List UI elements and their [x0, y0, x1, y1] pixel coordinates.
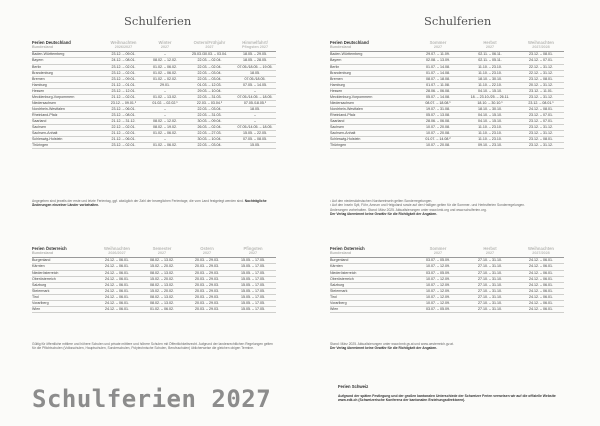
date-cell: 01.02. – 06.02. — [140, 306, 184, 312]
date-cell: 27.10. – 31.10. — [462, 306, 518, 312]
date-cell: 19.07. – 31.08. — [414, 106, 462, 112]
date-cell: 08.02. – 13.02. — [140, 270, 184, 276]
note-line: Stand: März 2025. Aktualisierungen unter www.bmb.gv.at und www.oesterreich.gv.at. — [330, 342, 454, 346]
date-cell: 15.05. – 17.05. — [230, 276, 276, 282]
date-cell: 30.03. – 09.04. — [185, 118, 234, 124]
note-line-bold: Der Verlag übernimmt keine Gewähr für die Richtigkeit der Angaben. — [330, 211, 438, 216]
date-cell: 21.12. – 01.01. — [102, 82, 145, 88]
column-header: Weihnachten — [110, 40, 137, 45]
date-cell: 15.05. – 17.05. — [230, 306, 276, 312]
date-cell: 27.10. – 31.10. — [462, 282, 518, 288]
date-cell: 23.12. – 08.01. — [518, 137, 564, 143]
date-cell: 27.10. – 31.10. — [462, 288, 518, 294]
region-name: Brandenburg — [330, 70, 414, 76]
date-cell: 23.12. – 09.01. — [102, 76, 145, 82]
date-cell: 08.02. – 19.02. — [145, 124, 185, 130]
date-cell: 24.12. – 06.01. — [94, 276, 140, 282]
date-cell: 11.10. – 22.10. — [462, 82, 518, 88]
date-cell: 07.05. – 08.05. — [234, 137, 276, 143]
date-cell: – — [145, 112, 185, 118]
note-text: Angegeben sind jeweils der erste und letzte Ferientag, ggf. abzüglich der Zahl der beweglichen Ferientage, die vom Land festgelegt werden sind. — [32, 199, 245, 203]
date-cell: 11.10. – 23.10. — [462, 137, 518, 143]
column-subheader: 2027 — [145, 45, 185, 52]
region-name: Oberösterreich — [330, 276, 414, 282]
column-subheader: 2026/2027 — [102, 45, 145, 52]
table-oesterreich-winter — [32, 246, 276, 313]
date-cell: 18.10. – 30.10. — [462, 106, 518, 112]
column-subheader: 2027 — [462, 45, 518, 52]
region-name: Sachsen — [32, 124, 102, 130]
date-cell: 22.03. – 03.04. — [185, 143, 234, 149]
date-cell: 20.12. – 31.12. — [518, 82, 564, 88]
region-name: Baden-Württemberg — [330, 52, 414, 58]
region-name: Niederösterreich — [32, 270, 94, 276]
region-name: Saarland — [32, 118, 102, 124]
date-cell: 22.03. – 03.04. — [185, 106, 234, 112]
date-cell: – — [234, 88, 276, 94]
date-cell: 18.10. – 30.10.¹ — [462, 100, 518, 106]
column-header: Pfingsten — [243, 246, 263, 251]
date-cell: – — [145, 106, 185, 112]
table-title: Ferien Deutschland — [330, 40, 369, 45]
region-name: Salzburg — [330, 282, 414, 288]
date-cell: – — [234, 118, 276, 124]
region-name: Wien — [32, 306, 94, 312]
date-cell: – — [234, 112, 276, 118]
date-cell: 22.12. – 02.01. — [102, 124, 145, 130]
date-cell: 01.02. – 06.02. — [145, 131, 185, 137]
date-cell: 23.12. – 09.01. — [102, 52, 145, 58]
column-header: Weihnachten — [528, 40, 554, 45]
left-page-heading: Schulferien — [124, 14, 192, 28]
date-cell: 15.05. — [234, 143, 276, 149]
date-cell: 15.05. – 17.05. — [230, 288, 276, 294]
column-subheader: 2027/2028 — [518, 251, 564, 258]
region-name: Bremen — [32, 76, 102, 82]
column-subheader: 2027 — [414, 45, 462, 52]
column-header: Ostern/Frühjahr — [193, 40, 226, 45]
date-cell: 25.03./30.03. – 03.04. — [185, 52, 234, 58]
date-cell: 18.05. — [234, 70, 276, 76]
date-cell: 24.12. – 06.01. — [94, 282, 140, 288]
date-cell: 03.07. – 05.09. — [414, 306, 462, 312]
date-cell: 23.12. – 07.01. — [518, 118, 564, 124]
date-cell: 15.05. – 17.05. — [230, 294, 276, 300]
date-cell: 07.05. – 14.05. — [234, 82, 276, 88]
date-cell: 23.12. – 09.01.¹ — [102, 100, 145, 106]
date-cell: 22.03. – 03.04. — [185, 76, 234, 82]
date-cell: 07.05./14.05. – 18.05. — [234, 124, 276, 130]
date-cell: 24.12. – 06.01. — [94, 264, 140, 270]
date-cell: 30.03. – 10.04. — [185, 137, 234, 143]
table-row — [32, 94, 276, 100]
date-cell: 28.06. – 06.08. — [414, 88, 462, 94]
region-name: Bayern — [32, 58, 102, 64]
table-title: Ferien Deutschland — [32, 40, 71, 45]
date-cell: 24.12. – 06.01. — [94, 294, 140, 300]
date-cell: 18.05. – 28.05. — [234, 58, 276, 64]
date-cell: 27.10. – 31.10. — [462, 264, 518, 270]
date-cell: 01.07. – 11.08. — [414, 82, 462, 88]
region-name: Berlin — [330, 64, 414, 70]
column-header: Sommer — [429, 40, 447, 45]
date-cell: 23.12. – 08.01. — [102, 112, 145, 118]
table-row — [32, 143, 276, 149]
date-cell: 02.08. – 13.09. — [414, 58, 462, 64]
table-row — [330, 143, 564, 149]
date-cell: 04.10. – 15.10. — [462, 112, 518, 118]
date-cell: 20.03. – 29.03. — [184, 270, 230, 276]
region-name: Vorarlberg — [32, 300, 94, 306]
date-cell: 05.07. – 13.08. — [414, 112, 462, 118]
date-cell: 07.05./18.05. – 19.05. — [234, 64, 276, 70]
table-deutschland-sommer — [330, 40, 564, 149]
date-cell: 24.12. – 06.01. — [94, 300, 140, 306]
table-subtitle: Bundesland — [32, 45, 102, 52]
region-name: Rheinland-Pfalz — [330, 112, 414, 118]
date-cell: 20.03. – 29.03. — [184, 264, 230, 270]
notes-deutschland-right — [330, 199, 570, 216]
region-name: Saarland — [330, 118, 414, 124]
date-cell: 22.03. – 02.04. — [185, 64, 234, 70]
region-name: Salzburg — [32, 282, 94, 288]
region-name: Berlin — [32, 64, 102, 70]
date-cell: 24.12. – 06.01. — [518, 288, 564, 294]
date-cell: 10.07. – 20.08. — [414, 143, 462, 149]
date-cell: 23.12. – 02.01. — [102, 64, 145, 70]
region-name: Niedersachsen — [32, 100, 102, 106]
date-cell: 24.12. – 06.01. — [94, 258, 140, 264]
date-cell: 22.03. – 31.03. — [185, 94, 234, 100]
right-page — [300, 0, 600, 426]
note-bold-text: Nachträgliche Änderungen einzelner Länder vorbehalten. — [32, 199, 267, 208]
date-cell: 24.12. – 06.01. — [518, 300, 564, 306]
date-cell: 23.12. – 31.12. — [518, 124, 564, 130]
date-cell: 23.12. – 11.01. — [518, 88, 564, 94]
date-cell: 24.12. – 06.01. — [518, 258, 564, 264]
note-line-bold: Der Verlag übernimmt keine Gewähr für die Richtigkeit der Angaben. — [330, 346, 438, 351]
region-name: Kärnten — [330, 264, 414, 270]
column-header: Semester — [152, 246, 172, 251]
date-cell: 01.02. – 06.02. — [145, 64, 185, 70]
date-cell: 05.07. – 14.08. — [414, 94, 462, 100]
date-cell: 11.10. – 23.10. — [462, 70, 518, 76]
date-cell: 07.05./18.05.¹ — [234, 100, 276, 106]
date-cell: 23.12. – 08.01. — [518, 76, 564, 82]
date-cell: 24.12. – 06.01. — [94, 306, 140, 312]
region-name: Mecklenburg-Vorpommern — [32, 94, 102, 100]
date-cell: 21.12. – 02.01. — [102, 94, 145, 100]
region-name: Vorarlberg — [330, 300, 414, 306]
date-cell: 10.07. – 12.09. — [414, 288, 462, 294]
date-cell: 20.03. – 29.03. — [184, 306, 230, 312]
date-cell: 02.11. – 06.11. — [462, 52, 518, 58]
date-cell: 24.12. – 06.01. — [518, 270, 564, 276]
date-cell: 01.02. – 02.02. — [145, 76, 185, 82]
region-name: Niederösterreich — [330, 270, 414, 276]
table-subtitle: Bundesland — [32, 251, 94, 258]
date-cell: 18.10. – 30.10. — [462, 76, 518, 82]
date-cell: 08.02. – 12.02. — [145, 58, 185, 64]
region-name: Hessen — [32, 88, 102, 94]
region-name: Mecklenburg-Vorpommern — [330, 94, 414, 100]
region-name: Schleswig-Holstein — [32, 137, 102, 143]
date-cell: 27.10. – 31.10. — [462, 300, 518, 306]
date-cell: 22.03. – 31.03. — [185, 112, 234, 118]
date-cell: 18.05. — [234, 106, 276, 112]
notes-oesterreich-right — [330, 342, 570, 351]
date-cell: 27.10. – 31.10. — [462, 276, 518, 282]
date-cell: 23.12. – 08.01. — [518, 52, 564, 58]
date-cell: 23.12. – 02.01. — [102, 70, 145, 76]
region-name: Hamburg — [32, 82, 102, 88]
date-cell: 03.07. – 05.09. — [414, 258, 462, 264]
date-cell: 15.02. – 20.02. — [140, 276, 184, 282]
region-name: Tirol — [330, 294, 414, 300]
region-name: Thüringen — [32, 143, 102, 149]
date-cell: 24.12. – 07.01. — [518, 58, 564, 64]
region-name: Steiermark — [32, 288, 94, 294]
note-line: Änderungen vorbehalten. Stand: März 2025. Aktualisierungen unter www.kmk.org und www.schulferien.org. — [330, 207, 487, 212]
region-name: Nordrhein-Westfalen — [32, 106, 102, 112]
date-cell: 03.07. – 05.09. — [414, 270, 462, 276]
region-name: Niedersachsen — [330, 100, 414, 106]
date-cell: 21.12. – 31.12. — [102, 118, 145, 124]
date-cell: 22.03. – 27.03. — [185, 131, 234, 137]
date-cell: 09.10. – 23.10. — [462, 143, 518, 149]
date-cell: 24.12. – 06.01. — [518, 306, 564, 312]
date-cell: 07.05./14.05. – 18.05. — [234, 94, 276, 100]
column-header: Weihnachten — [528, 246, 554, 251]
date-cell: 01.02. – 13.02. — [145, 94, 185, 100]
date-cell: 10.07. – 12.09. — [414, 264, 462, 270]
date-cell: 23.12. – 02.01. — [102, 143, 145, 149]
date-cell: 01.07. – 14.08. — [414, 70, 462, 76]
table-row — [330, 306, 564, 312]
date-cell: 24.12. – 06.01. — [518, 264, 564, 270]
date-cell: 22.03. – 03.04.¹ — [185, 100, 234, 106]
date-cell: 18. – 23.10./25. – 26.11. — [462, 94, 518, 100]
date-cell: 27.10. – 31.10. — [462, 258, 518, 264]
date-cell: 27.10. – 31.10. — [462, 270, 518, 276]
region-name: Tirol — [32, 294, 94, 300]
date-cell: 23.12. – 31.12. — [518, 143, 564, 149]
date-cell: 04.10. – 15.10. — [462, 118, 518, 124]
column-header: Winter — [158, 40, 172, 45]
region-name: Baden-Württemberg — [32, 52, 102, 58]
table-title: Ferien Österreich — [330, 246, 365, 251]
date-cell: 23.12. – 31.12. — [518, 94, 564, 100]
date-cell: 15.05. – 17.05. — [230, 258, 276, 264]
column-subheader: 2027 — [140, 251, 184, 258]
date-cell: 02.11. – 05.11. — [462, 58, 518, 64]
region-name: Oberösterreich — [32, 276, 94, 282]
column-header: Ostern — [200, 246, 214, 251]
date-cell: 24.12. – 08.01. — [102, 58, 145, 64]
date-cell: 08.02. – 13.02. — [140, 300, 184, 306]
schweiz-title: Ferien Schweiz — [338, 384, 369, 389]
date-cell: 08.02. – 13.02. — [140, 294, 184, 300]
date-cell: 01.03. – 12.03. — [185, 82, 234, 88]
column-subheader: 2027 — [414, 251, 462, 258]
region-name: Bayern — [330, 58, 414, 64]
note-line: ² Auf den Inseln Sylt, Föhr, Amrum und Helgoland sowie auf den Halligen gelten für die Sommer- und Herbstferien Sonderregelungen. — [330, 203, 525, 208]
date-cell: 07.05./18.05. — [234, 76, 276, 82]
note-oesterreich-left: Gültig für öffentliche mittlere und höhere Schulen und private mittlere und höhere Schulen mit Öffentlichkeitsrecht. Aufgrund der landesrechtlichen Regelungen gelten für die Pflichtschulen (Volksschulen, Hauptschulen, Sonderschulen, Polytechnische Schulen, Berufsschulen) üblicherweise die gleichen obigen Termine. — [32, 342, 273, 351]
date-cell: 08.07. – 18.08.¹ — [414, 100, 462, 106]
date-cell: 11.10. – 23.10. — [462, 131, 518, 137]
region-name: Sachsen-Anhalt — [32, 131, 102, 137]
column-header: Weihnachten — [104, 246, 130, 251]
region-name: Kärnten — [32, 264, 94, 270]
date-cell: 08.02. – 13.02. — [140, 258, 184, 264]
date-cell: 24.12. – 06.01. — [94, 270, 140, 276]
region-name: Thüringen — [330, 143, 414, 149]
date-cell: 15.05. – 17.05. — [230, 270, 276, 276]
region-name: Burgenland — [32, 258, 94, 264]
date-cell: 15.05. – 22.05. — [234, 131, 276, 137]
date-cell: 22.03. – 02.04. — [185, 58, 234, 64]
date-cell: 26.03. – 02.04. — [185, 124, 234, 130]
column-subheader: 2027 — [184, 251, 230, 258]
column-subheader: 2027 — [230, 251, 276, 258]
column-header: Herbst — [483, 40, 497, 45]
column-subheader: Pfingsten 2027 — [234, 45, 276, 52]
schweiz-text: Aufgrund der späten Festlegung und der großen kantonalen Unterschiede der Schweizer Ferien verweisen wir auf die offizielle Website www.edk.ch (Schweizerische Konferenz der kantonalen Erziehungsdirektoren). — [338, 394, 556, 403]
date-cell: – — [145, 52, 185, 58]
region-name: Sachsen-Anhalt — [330, 131, 414, 137]
date-cell: 11.10. – 23.10. — [462, 124, 518, 130]
column-subheader: 2027 — [185, 45, 234, 52]
date-cell: – — [145, 137, 185, 143]
date-cell: 23.12. – 08.01.¹ — [518, 100, 564, 106]
date-cell: 29.01. — [145, 82, 185, 88]
table-row — [32, 306, 276, 312]
date-cell: 22.12. – 31.12. — [518, 70, 564, 76]
region-name: Hessen — [330, 88, 414, 94]
date-cell: 22.12. – 31.12. — [518, 64, 564, 70]
date-cell: 10.07. – 12.09. — [414, 300, 462, 306]
date-cell: 11.10. – 23.10. — [462, 64, 518, 70]
date-cell: 15.02. – 20.02. — [140, 264, 184, 270]
column-subheader: 2026/2027 — [94, 251, 140, 258]
date-cell: 01.02. – 06.02. — [145, 143, 185, 149]
date-cell: 18.05. – 29.05. — [234, 52, 276, 58]
date-cell: 23.12. – 06.01. — [102, 106, 145, 112]
table-title: Ferien Österreich — [32, 246, 67, 251]
column-subheader: 2027 — [462, 251, 518, 258]
column-header: Sommer — [429, 246, 447, 251]
date-cell: 24.12. – 06.01. — [518, 294, 564, 300]
date-cell: 27.10. – 31.10. — [462, 294, 518, 300]
date-cell: 29.07. – 11.09. — [414, 52, 462, 58]
column-header: Himmelfahrt/ — [242, 40, 268, 45]
date-cell: 08.07. – 18.08. — [414, 76, 462, 82]
date-cell: 29.03. – 10.04. — [185, 88, 234, 94]
date-cell: 22.03. – 03.04. — [185, 70, 234, 76]
region-name: Brandenburg — [32, 70, 102, 76]
date-cell: 21.12. – 02.01. — [102, 131, 145, 137]
table-deutschland-winter — [32, 40, 276, 149]
region-name: Sachsen — [330, 124, 414, 130]
right-page-heading: Schulferien — [424, 14, 492, 28]
page-title: Schulferien 2027 — [32, 385, 272, 413]
date-cell: 08.02. – 13.02. — [140, 282, 184, 288]
date-cell: 24.12. – 06.01. — [94, 288, 140, 294]
date-cell: 01.02. – 06.02. — [145, 70, 185, 76]
date-cell: 10.07. – 20.08. — [414, 131, 462, 137]
date-cell: 01.07. – 14.08.² — [414, 137, 462, 143]
region-name: Nordrhein-Westfalen — [330, 106, 414, 112]
date-cell: 20.03. – 29.03. — [184, 276, 230, 282]
table-subtitle: Bundesland — [330, 45, 414, 52]
region-name: Steiermark — [330, 288, 414, 294]
date-cell: 20.03. – 29.03. — [184, 288, 230, 294]
date-cell: 20.03. – 29.03. — [184, 258, 230, 264]
date-cell: 10.07. – 12.09. — [414, 294, 462, 300]
date-cell: 15.05. – 17.05. — [230, 264, 276, 270]
date-cell: 10.07. – 12.09. — [414, 276, 462, 282]
date-cell: 20.03. – 29.03. — [184, 300, 230, 306]
date-cell: 28.06. – 06.08. — [414, 118, 462, 124]
date-cell: 24.12. – 06.01. — [518, 276, 564, 282]
date-cell: 15.02. – 20.02. — [140, 288, 184, 294]
table-oesterreich-sommer — [330, 246, 564, 313]
note-line: ¹ Auf den niedersächsischen Nordseeinseln gelten Sonderregelungen. — [330, 199, 433, 203]
date-cell: 10.07. – 12.09. — [414, 282, 462, 288]
date-cell: 21.12. – 06.01. — [102, 137, 145, 143]
date-cell: 08.02. – 12.02. — [145, 118, 185, 124]
region-name: Bremen — [330, 76, 414, 82]
note-deutschland-left — [32, 199, 276, 208]
date-cell: 15.05. – 17.05. — [230, 282, 276, 288]
region-name: Schleswig-Holstein — [330, 137, 414, 143]
table-row — [330, 94, 564, 100]
region-name: Wien — [330, 306, 414, 312]
date-cell: 23.12. – 31.12. — [518, 131, 564, 137]
table-subtitle: Bundesland — [330, 251, 414, 258]
date-cell: 01.07. – 14.08. — [414, 64, 462, 70]
date-cell: – — [145, 88, 185, 94]
column-header: Herbst — [483, 246, 497, 251]
date-cell: 23.12. – 12.01. — [102, 88, 145, 94]
date-cell: 10.07. – 20.08. — [414, 124, 462, 130]
column-subheader: 2027/2028 — [518, 45, 564, 52]
date-cell: 20.03. – 29.03. — [184, 282, 230, 288]
date-cell: 24.12. – 06.01. — [518, 282, 564, 288]
date-cell: 20.03. – 29.03. — [184, 294, 230, 300]
date-cell: 24.12. – 08.01. — [518, 106, 564, 112]
date-cell: 23.12. – 07.01. — [518, 112, 564, 118]
region-name: Burgenland — [330, 258, 414, 264]
region-name: Hamburg — [330, 82, 414, 88]
date-cell: 01.02. – 02.02.¹ — [145, 100, 185, 106]
date-cell: 04.10. – 15.10. — [462, 88, 518, 94]
date-cell: 15.05. – 17.05. — [230, 300, 276, 306]
region-name: Rheinland-Pfalz — [32, 112, 102, 118]
